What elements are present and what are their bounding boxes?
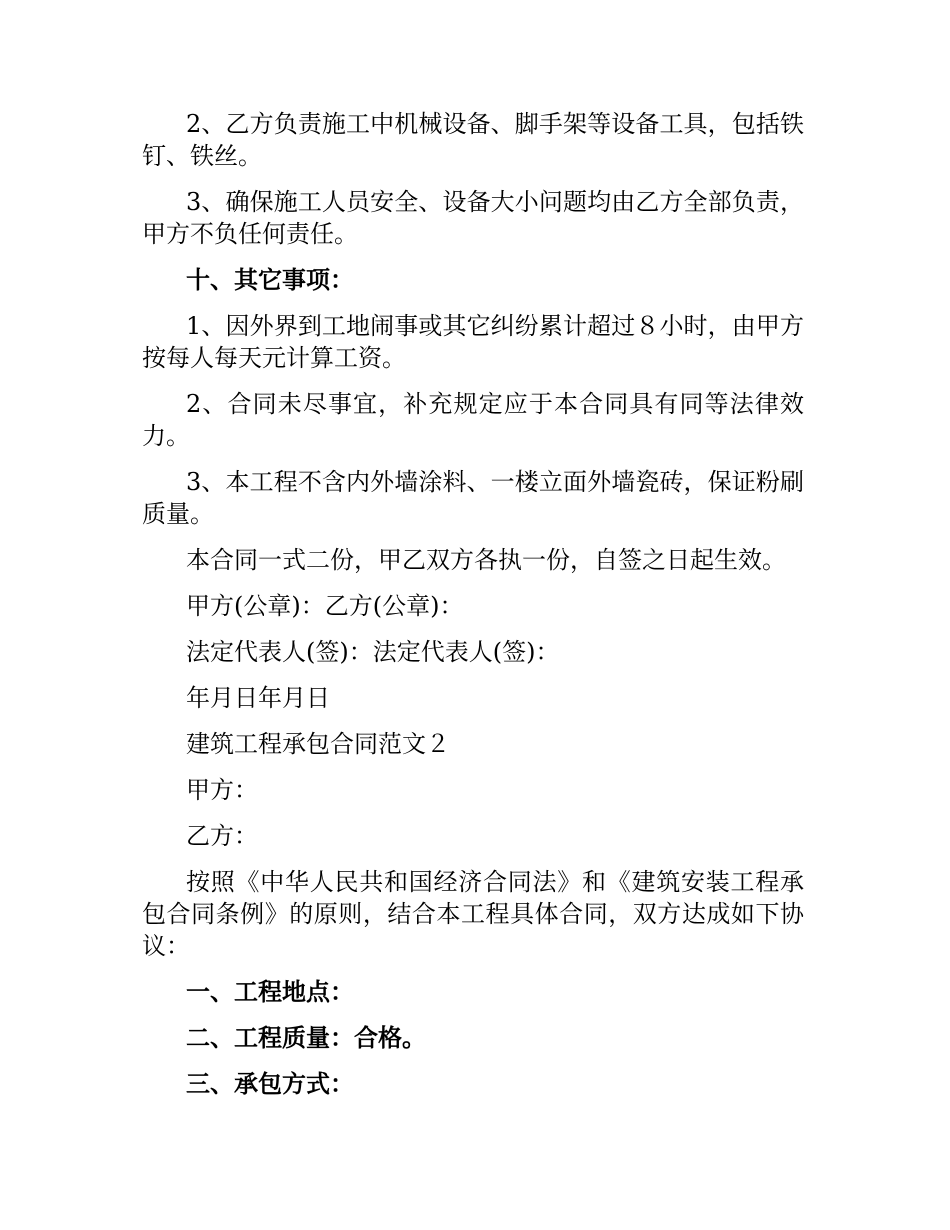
clause-disturbance-wages: 1、因外界到工地闹事或其它纠纷累计超过８小时，由甲方按每人每天元计算工资。 [142, 312, 804, 372]
party-a-line: 甲方： [186, 776, 258, 804]
signature-date-line: 年月日年月日 [186, 684, 330, 712]
clause-worker-safety: 3、确保施工人员安全、设备大小问题均由乙方全部负责，甲方不负任何责任。 [142, 188, 804, 248]
party-b-line: 乙方： [186, 822, 258, 850]
document-title-sample-2: 建筑工程承包合同范文２ [186, 730, 450, 758]
signature-seal-line: 甲方(公章)：乙方(公章)： [186, 592, 464, 620]
document-body [142, 108, 804, 1114]
section-heading-other-matters: 十、其它事项： [186, 265, 354, 294]
contract-preamble: 按照《中华人民共和国经济合同法》和《建筑安装工程承包合同条例》的原则，结合本工程具体合同，双方达成如下协议： [142, 868, 804, 960]
clause-copies-effective: 本合同一式二份，甲乙双方各执一份，自签之日起生效。 [186, 546, 786, 574]
section-heading-project-location: 一、工程地点： [186, 977, 354, 1006]
section-heading-contract-method: 三、承包方式： [186, 1069, 354, 1098]
section-heading-project-quality: 二、工程质量：合格。 [186, 1023, 426, 1052]
clause-supplementary-provisions: 2、合同未尽事宜，补充规定应于本合同具有同等法律效力。 [142, 390, 804, 450]
clause-scope-exclusions: 3、本工程不含内外墙涂料、一楼立面外墙瓷砖，保证粉刷质量。 [142, 468, 804, 528]
clause-machinery-equipment: 2、乙方负责施工中机械设备、脚手架等设备工具，包括铁钉、铁丝。 [142, 110, 804, 170]
signature-representative-line: 法定代表人(签)：法定代表人(签)： [186, 638, 560, 666]
